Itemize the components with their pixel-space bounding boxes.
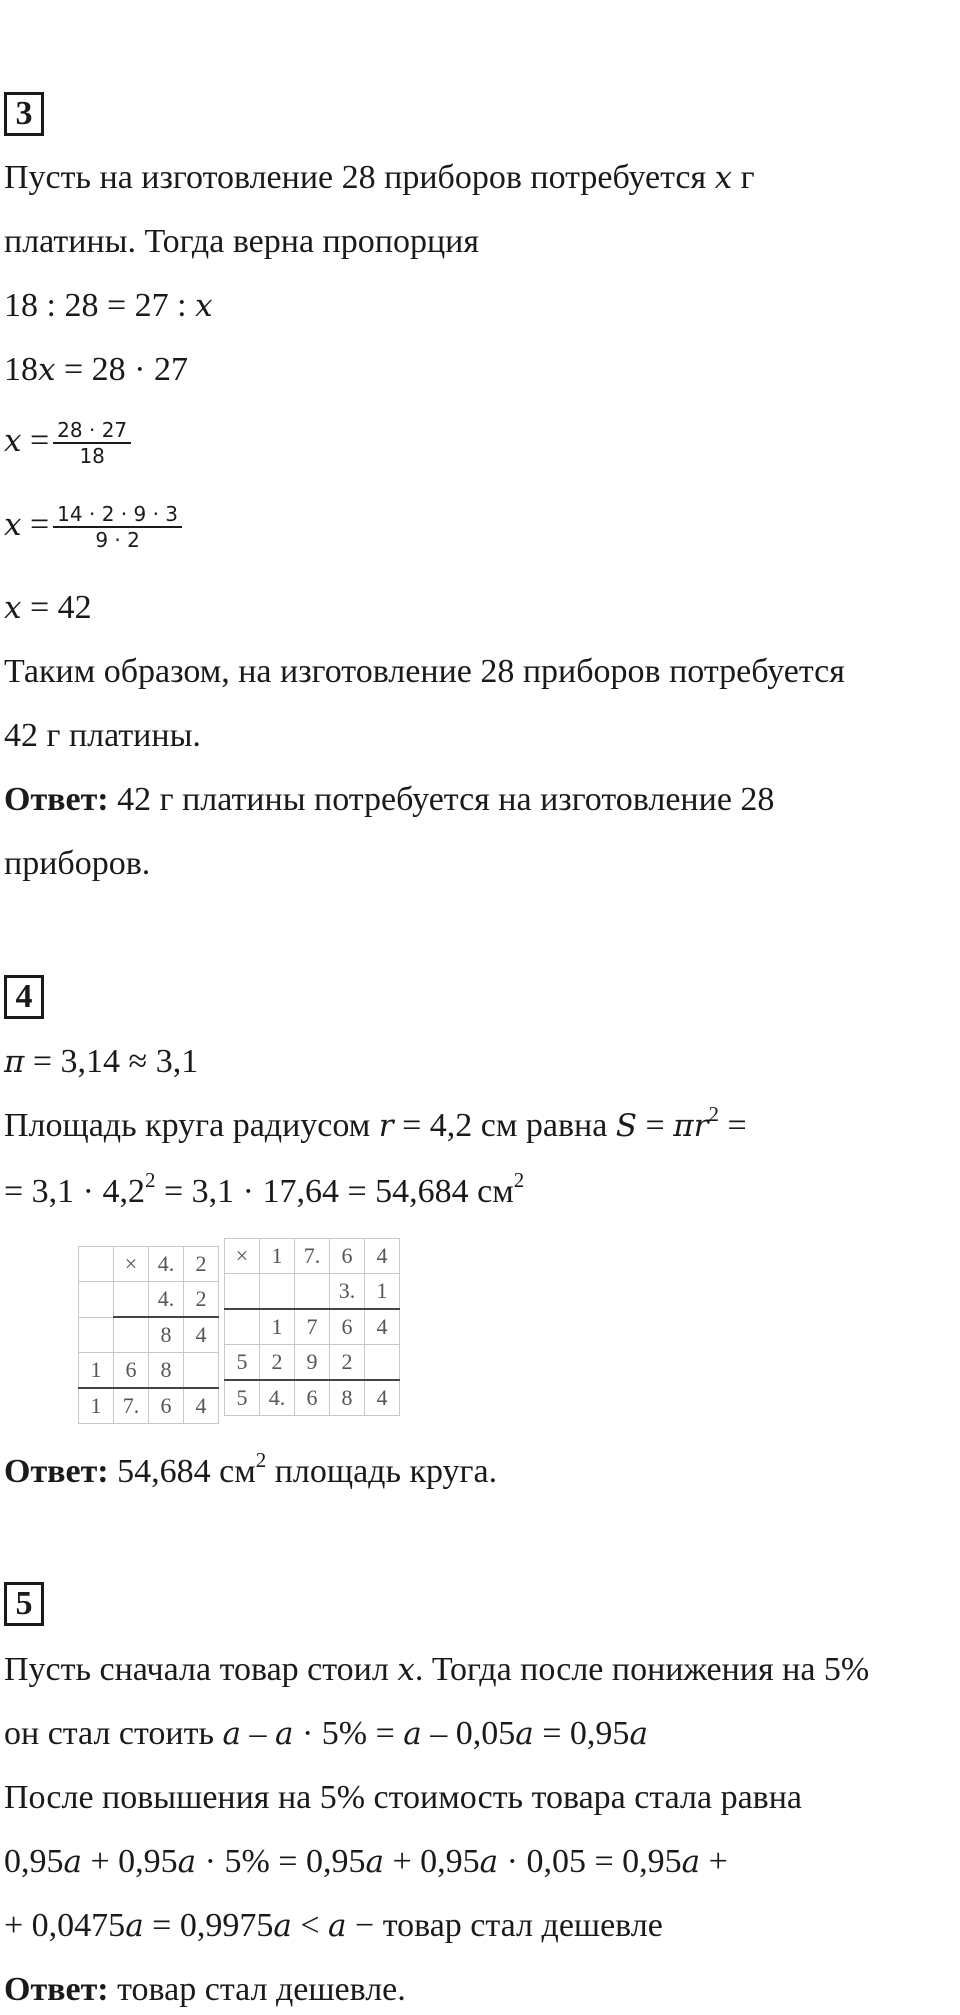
grid-cell: 1 <box>79 1353 114 1389</box>
task-3-number: 3 <box>4 92 44 136</box>
task-4-pi: π = 3,14 ≈ 3,1 <box>4 1043 199 1080</box>
multiplication-grid-1 <box>78 1246 219 1424</box>
grid-cell: 4 <box>365 1239 400 1274</box>
task-4-answer: Ответ: 54,684 $см^2$ площадь круга. <box>4 1447 498 1490</box>
task-5-number: 5 <box>4 1582 44 1626</box>
grid-cell: 1 <box>260 1309 295 1345</box>
task-3-line-1: Пусть на изготовление 28 приборов потребуется x г <box>4 159 755 196</box>
grid-cell: 7 <box>295 1309 330 1345</box>
task-3-equation: 18x = 28 · 27 <box>4 351 188 388</box>
task-3-fraction-2: x = $\frac{14 \cdot 2 \cdot 9 \cdot 3}{9 \cdot 2}$ <box>4 502 182 552</box>
grid-cell <box>114 1317 149 1353</box>
grid-row <box>79 1353 219 1389</box>
grid-cell <box>114 1282 149 1318</box>
grid-cell: × <box>114 1247 149 1282</box>
task-5-line-5: + 0,0475a = 0,9975a < a − товар стал дешевле <box>4 1907 663 1944</box>
grid-cell: 4 <box>365 1380 400 1416</box>
grid-cell: 8 <box>330 1380 365 1416</box>
grid-cell: 7. <box>295 1239 330 1274</box>
task-5-line-4: 0,95a + 0,95a · 5% = 0,95a + 0,95a · 0,05 = 0,95a + <box>4 1843 728 1880</box>
grid-cell: 4 <box>365 1309 400 1345</box>
grid-cell: 6 <box>149 1388 184 1424</box>
grid-cell: 3. <box>330 1274 365 1310</box>
grid-row <box>225 1380 400 1416</box>
task-4-number: 4 <box>4 975 44 1019</box>
grid-cell <box>225 1309 260 1345</box>
grid-row <box>79 1247 219 1282</box>
task-5-line-3: После повышения на 5% стоимость товара стала равна <box>4 1779 803 1816</box>
grid-cell <box>365 1345 400 1381</box>
task-3-answer-cont: приборов. <box>4 845 151 882</box>
grid-row <box>225 1345 400 1381</box>
grid-cell <box>260 1274 295 1310</box>
grid-cell: 1 <box>260 1239 295 1274</box>
task-5-answer: Ответ: товар стал дешевле. <box>4 1971 406 2008</box>
grid-cell: 4. <box>260 1380 295 1416</box>
grid-cell: 6 <box>295 1380 330 1416</box>
task-3-line-2: платины. Тогда верна пропорция <box>4 223 479 260</box>
grid-cell: 6 <box>114 1353 149 1389</box>
grid-cell: 4 <box>184 1388 219 1424</box>
grid-cell <box>79 1317 114 1353</box>
task-3-result: x = 42 <box>4 589 92 626</box>
task-5-line-1: Пусть сначала товар стоил x. Тогда после понижения на 5% <box>4 1651 870 1688</box>
task-3-conclusion-1: Таким образом, на изготовление 28 приборов потребуется <box>4 653 845 690</box>
grid-row <box>225 1309 400 1345</box>
grid-cell: 5 <box>225 1380 260 1416</box>
grid-cell: 8 <box>149 1317 184 1353</box>
grid-cell: 8 <box>149 1353 184 1389</box>
grid-cell: 9 <box>295 1345 330 1381</box>
task-4-area-formula: Площадь круга радиусом r = 4,2 см равна $S = \pi r^2$ = <box>4 1101 747 1144</box>
grid-cell <box>79 1282 114 1318</box>
grid-cell: 6 <box>330 1309 365 1345</box>
grid-cell: 4. <box>149 1247 184 1282</box>
grid-cell <box>184 1353 219 1389</box>
task-3-proportion: 18 : 28 = 27 : x <box>4 287 213 324</box>
grid-row <box>225 1274 400 1310</box>
task-3-conclusion-2: 42 г платины. <box>4 717 201 754</box>
multiplication-grid-2 <box>224 1238 400 1416</box>
task-5-line-2: он стал стоить a – a · 5% = a – 0,05a = 0,95a <box>4 1715 648 1752</box>
grid-cell <box>295 1274 330 1310</box>
grid-row <box>79 1317 219 1353</box>
grid-cell: 1 <box>365 1274 400 1310</box>
grid-cell <box>225 1274 260 1310</box>
grid-cell: 2 <box>184 1282 219 1318</box>
grid-cell <box>79 1247 114 1282</box>
grid-cell: 1 <box>79 1388 114 1424</box>
grid-cell: 7. <box>114 1388 149 1424</box>
task-3-fraction-1: x = $\frac{28 \cdot 27}{18}$ <box>4 418 131 468</box>
grid-cell: 5 <box>225 1345 260 1381</box>
grid-cell: 6 <box>330 1239 365 1274</box>
grid-row <box>79 1282 219 1318</box>
grid-cell: 2 <box>260 1345 295 1381</box>
grid-cell: 2 <box>330 1345 365 1381</box>
task-4-area-calc: = $3,1 \cdot 4,2^2 = 3,1 \cdot 17,64 = 54,684$ $см^2$ <box>4 1167 525 1210</box>
fraction: $\frac{14 \cdot 2 \cdot 9 \cdot 3}{9 \cdot 2}$ <box>53 502 182 552</box>
grid-cell: 2 <box>184 1247 219 1282</box>
task-3-answer: Ответ: 42 г платины потребуется на изготовление 28 <box>4 781 775 818</box>
grid-cell: 4. <box>149 1282 184 1318</box>
grid-cell: × <box>225 1239 260 1274</box>
grid-cell: 4 <box>184 1317 219 1353</box>
fraction: $\frac{28 \cdot 27}{18}$ <box>53 418 131 468</box>
grid-row <box>79 1388 219 1424</box>
grid-row <box>225 1239 400 1274</box>
